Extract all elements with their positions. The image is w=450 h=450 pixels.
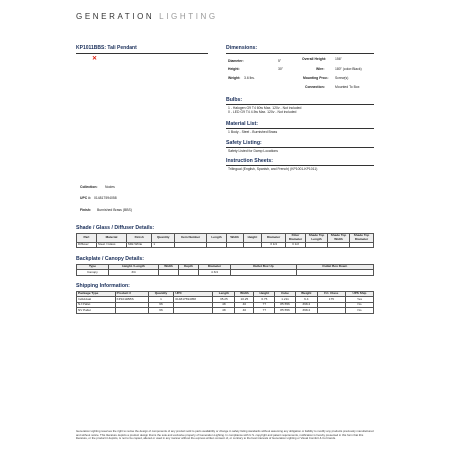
shade-cell: Steel / Glass [96,242,126,247]
dim-wire-value: 180" (color:Black) [335,67,362,71]
dim-mounting-value: Screw(s) [335,76,349,80]
finish-value: Burnished Brass (BBS) [97,208,132,212]
shipping-cell: 85.556 [275,302,296,307]
safety-rule [226,147,374,148]
shipping-cell: 175 [317,297,345,302]
shade-cell [328,242,350,247]
shade-table [76,233,374,248]
shade-cell: Diffuser [77,242,97,247]
instruction-heading: Instruction Sheets: [226,158,273,164]
bulb-line-2: 0 - LED G9 T4 4.5w Max. 120v - Not included [228,110,297,114]
shade-cell: 1 [152,242,175,247]
shipping-cell: Yes [345,297,373,302]
material-line-1: 1 Body - Steel - Burnished Brass [228,130,278,134]
backplate-cell: 4 3/4 [199,270,231,275]
dim-weight-label: Weight: [228,76,241,80]
shipping-cell: 398.4 [295,302,317,307]
dim-diameter-value: 5" [278,59,282,63]
shade-col-length: Length [207,234,227,243]
dim-overall-height-value: 156" [335,57,342,61]
backplate-cell [179,270,199,275]
shade-col-width: Width [226,234,243,243]
dim-diameter-label: Diameter: [228,59,244,63]
safety-line-1: Safety Listed for Damp Locations [228,149,278,153]
title-rule [76,53,208,54]
bulb-line-1: 1 - Halogen G9 T4 60w Max. 120v - Not included [228,106,302,110]
backplate-cell [296,270,373,275]
dim-wire-label: Wire: [316,67,325,71]
shipping-cell: 014817594058 [174,297,213,302]
shipping-col-quantity: Quantity [148,292,174,297]
shipping-cell: 66 [148,302,174,307]
bulbs-heading: Bulbs: [226,97,243,103]
backplate-cell: Canopy [77,270,109,275]
shipping-cell: 1 [148,297,174,302]
bulbs-rule [226,104,374,105]
shipping-cell: 77 [254,302,275,307]
product-image [90,58,176,176]
upc-value: 014817594058 [94,196,117,200]
shipping-cell: 40 [235,308,254,313]
shade-cell: 3 1/4 [262,242,286,247]
shipping-cell: 1.211 [275,297,296,302]
shipping-cell: NV Pallet [77,308,116,313]
brand-main: GENERATION [76,12,155,21]
backplate-cell [231,270,297,275]
shipping-cell: 10.25 [235,297,254,302]
dimensions-rule [226,53,374,54]
brand-logo [76,12,218,21]
shade-cell: Milk White [127,242,152,247]
shipping-cell: 6.4 [295,297,317,302]
instruction-line-1: Trilingual (English, Spanish, and French) (KP1001-KP1011) [228,167,318,171]
backplate-col-diameter: Diameter [199,265,231,270]
shipping-col-weight: Weight [295,292,317,297]
shipping-cell: No [345,308,373,313]
shipping-cell: 66 [148,308,174,313]
material-rule [226,128,374,129]
footer-disclaimer: Generation Lighting reserves the right to revise the design of components of any product sold to parts availability or change in safety listing standards without assuming any obligation or liability to modify any products previously manufactured and without notice. This literature depicts a product design that is the sole and exclusive property of Generation Lighting. In compliance with U.S. copyright and patent requirements, notification is hereby presented in this form that this literature, or the product it depicts, is not to be copied, altered or used in any manner without the express written consent of, or contrary to the best interests of Generation Lighting or Visual Comfort & Co brands. [76,429,374,440]
shipping-col-ups-ship: UPS Ship [345,292,373,297]
safety-heading: Safety Listing: [226,140,262,146]
collection-label: Collection: [80,185,98,189]
backplate-col-depth: Depth [179,265,199,270]
dim-overall-height-label: Overall Height: [302,57,327,61]
shade-header-row [77,234,374,243]
shipping-cell: 77 [254,308,275,313]
shipping-col-length: Length [213,292,235,297]
backplate-col-width: Width [159,265,179,270]
shade-cell [306,242,328,247]
shipping-col-upc: UPC [174,292,213,297]
shipping-cell: 40 [235,302,254,307]
shade-cell [350,242,374,247]
shade-col-diameter: Diameter [262,234,286,243]
material-heading: Material List: [226,121,258,127]
backplate-heading: Backplate / Canopy Details: [76,256,145,262]
table-row [77,242,374,247]
shade-col-part: Part [77,234,97,243]
dim-connection-label: Connection: [305,85,325,89]
dim-mounting-label: Mounting Prov.: [303,76,329,80]
shade-cell [207,242,227,247]
shade-cell [175,242,207,247]
shipping-cell: 85.556 [275,308,296,313]
shipping-col-cube: Cube [275,292,296,297]
shade-heading: Shade / Glass / Diffuser Details: [76,225,155,231]
shade-col-top-diameter: Shade Top Diameter [350,234,374,243]
upc-label: UPC #: [80,196,92,200]
shade-col-item-number: Item Number [175,234,207,243]
shipping-cell [115,308,148,313]
shade-cell [243,242,261,247]
backplate-cell [159,270,179,275]
backplate-cell: 3/4 [109,270,159,275]
table-row [77,308,374,313]
backplate-col-outlet-down: Outlet Box Down [296,265,373,270]
shipping-col-frt-class: Frt. Class [317,292,345,297]
dimensions-heading: Dimensions: [226,45,258,51]
dim-height-label: Height: [228,67,240,71]
shipping-table [76,291,374,314]
shade-cell: 3 1/2 [286,242,306,247]
shipping-heading: Shipping Information: [76,283,130,289]
shipping-col-width: Width [235,292,254,297]
shipping-cell: 35.25 [213,297,235,302]
backplate-col-height: Height / Length [109,265,159,270]
shipping-col-package: Package Type [77,292,116,297]
finish-label: Finish: [80,208,92,212]
shipping-col-height: Height [254,292,275,297]
shipping-cell: No [345,302,373,307]
shipping-cell: 48 [213,308,235,313]
shade-col-height: Height [243,234,261,243]
shade-col-quantity: Quantity [152,234,175,243]
shipping-cell [317,308,345,313]
table-row [77,270,374,275]
backplate-table [76,264,374,276]
shipping-cell: Individual [77,297,116,302]
product-title: KP1011BBS: Tali Pendant [76,45,137,51]
shipping-cell: 398.4 [295,308,317,313]
shade-col-top-length: Shade Top Length [306,234,328,243]
shade-col-material: Material [96,234,126,243]
shade-cell [226,242,243,247]
shade-col-top-width: Shade Top Width [328,234,350,243]
shipping-cell: KP1011BBS [115,297,148,302]
backplate-col-type: Type [77,265,109,270]
dim-connection-value: Mounted To Box [335,85,360,89]
dim-height-value: 30" [278,67,283,71]
shipping-cell [174,308,213,313]
collection-value: Nodes [105,185,115,189]
dim-weight-value: 3.6 lbs. [244,76,255,80]
shade-col-finish: Finish [127,234,152,243]
shipping-cell: 6.75 [254,297,275,302]
shade-col-fitter-diameter: Fitter Diameter [286,234,306,243]
shipping-col-product: Product # [115,292,148,297]
corner-mark-icon: ✕ [92,56,98,62]
shipping-cell: NJ Pallet [77,302,116,307]
instruction-rule [226,165,374,166]
brand-light: LIGHTING [159,12,218,21]
backplate-col-outlet-up: Outlet Box Up [231,265,297,270]
shipping-cell: 48 [213,302,235,307]
